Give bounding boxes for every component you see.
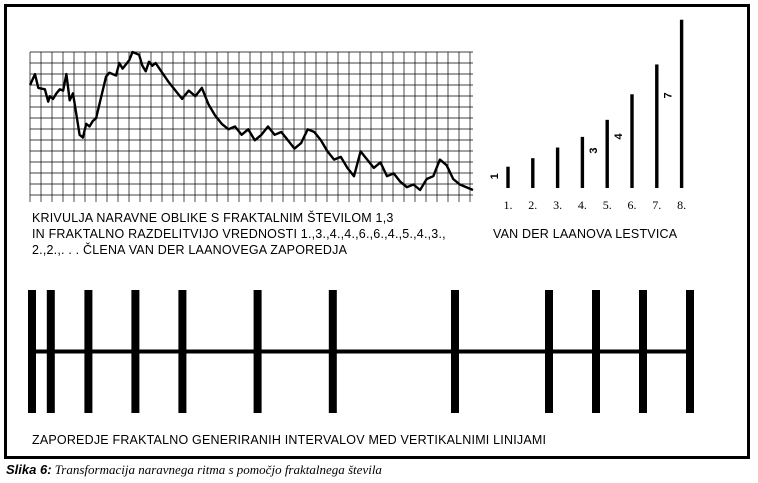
interval-line bbox=[639, 290, 647, 413]
scale-tick-label: 3. bbox=[553, 198, 563, 212]
interval-line bbox=[451, 290, 459, 413]
scale-bar-label: 4 bbox=[613, 133, 625, 140]
interval-line bbox=[131, 290, 139, 413]
curve-caption-line-1: KRIVULJA NARAVNE OBLIKE S FRAKTALNIM ŠTEVILOM 1,3 bbox=[32, 211, 394, 225]
van-der-laan-scale bbox=[489, 20, 686, 212]
interval-baseline bbox=[32, 350, 690, 354]
interval-line bbox=[686, 290, 694, 413]
intervals-caption: ZAPOREDJE FRAKTALNO GENERIRANIH INTERVALOV MED VERTIKALNIMI LINIJAMI bbox=[32, 433, 547, 447]
curve-caption-line-2: IN FRAKTALNO RAZDELITVIJO VREDNOSTI 1.,3.,4.,4.,6.,6.,4.,5.,4.,3., bbox=[32, 227, 446, 241]
curve-line bbox=[30, 52, 473, 190]
interval-line bbox=[178, 290, 186, 413]
scale-bar bbox=[680, 20, 683, 188]
curve-grid bbox=[30, 52, 473, 202]
scale-bar-label: 7 bbox=[662, 92, 675, 99]
scale-tick-label: 2. bbox=[528, 198, 538, 212]
figure-caption bbox=[6, 462, 382, 478]
natural-curve bbox=[30, 52, 473, 190]
scale-tick-label: 8. bbox=[677, 198, 687, 212]
interval-line bbox=[329, 290, 337, 413]
curve-caption-line-3: 2.,2.,. . . ČLENA VAN DER LAANOVEGA ZAPOREDJA bbox=[32, 243, 348, 257]
scale-bar bbox=[630, 94, 633, 188]
scale-tick-label: 6. bbox=[627, 198, 637, 212]
scale-bar bbox=[581, 137, 584, 188]
interval-line bbox=[592, 290, 600, 413]
scale-bar bbox=[606, 120, 609, 188]
figure-caption-text: Transformacija naravnega ritma s pomočjo fraktalnega števila bbox=[51, 462, 382, 477]
figure-caption-label: Slika 6: bbox=[6, 462, 52, 477]
scale-bar bbox=[531, 158, 534, 188]
scale-bar bbox=[556, 148, 559, 188]
scale-tick-label: 7. bbox=[652, 198, 662, 212]
interval-lines bbox=[28, 290, 694, 413]
interval-line bbox=[545, 290, 553, 413]
scale-bar bbox=[655, 64, 658, 188]
interval-line bbox=[84, 290, 92, 413]
scale-bar bbox=[506, 167, 509, 188]
scale-bar-label: 3 bbox=[588, 147, 601, 154]
scale-tick-label: 4. bbox=[577, 198, 587, 212]
interval-line bbox=[254, 290, 262, 413]
scale-tick-label: 5. bbox=[602, 198, 612, 212]
interval-line bbox=[28, 290, 36, 413]
scale-caption: VAN DER LAANOVA LESTVICA bbox=[493, 227, 678, 241]
scale-bar-label: 1 bbox=[489, 173, 501, 180]
scale-tick-label: 1. bbox=[503, 198, 513, 212]
interval-line bbox=[47, 290, 55, 413]
